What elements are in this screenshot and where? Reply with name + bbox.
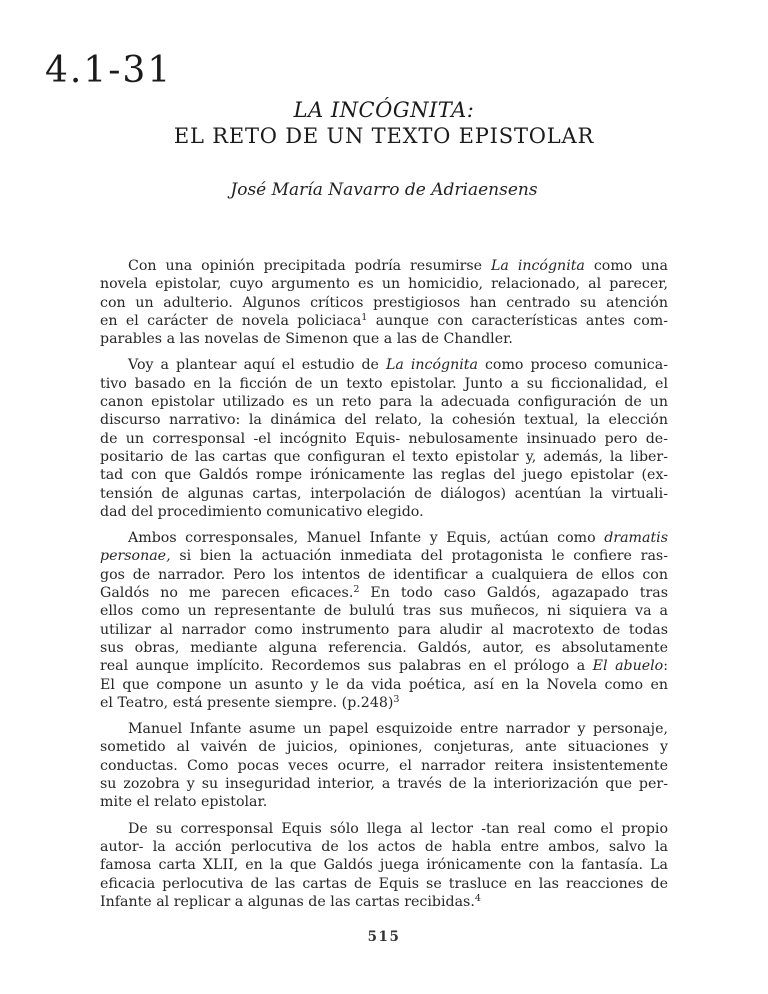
body-text [100, 257, 668, 919]
italic-text: personae, [100, 548, 171, 565]
text-line: famosa carta XLII, en la que Galdós juega irónicamente con la fantasía. La [100, 857, 668, 874]
text-line: autor- la acción perlocutiva de los actos de habla entre ambos, salvo la [100, 838, 668, 855]
text-line: Manuel Infante asume un papel esquizoide entre narrador y personaje, [128, 721, 668, 738]
text-line: tad con que Galdós rompe irónicamente las reglas del juego epistolar (ex- [100, 467, 668, 484]
italic-text: El abuelo [592, 658, 664, 675]
text-line: tivo basado en la ficción de un texto epistolar. Junto a su ficcionalidad, el [100, 375, 668, 392]
article-title-line1: LA INCÓGNITA: [293, 98, 475, 122]
text-line: Con una opinión precipitada podría resumirse La incógnita como una [128, 258, 668, 274]
paragraph [100, 257, 668, 348]
text-line: ellos como un representante de bululú tras sus muñecos, ni siquiera va a [100, 603, 668, 620]
text-line: Galdós no me parecen eficaces.$^2$ En todo caso Galdós, agazapado tras [100, 584, 668, 602]
text-line: con un adulterio. Algunos críticos prestigiosos han centrado su atención [100, 294, 668, 311]
footnote-marker: 2 [353, 584, 360, 596]
paragraph [100, 356, 668, 521]
text-line: novela epistolar, cuyo argumento es un homicidio, relacionado, al parecer, [100, 276, 668, 293]
italic-text: La incógnita [491, 258, 585, 274]
italic-text: La incógnita [385, 357, 478, 374]
text-line: eficacia perlocutiva de las cartas de Equis se trasluce en las reacciones de [100, 875, 668, 892]
article-title-line2: EL RETO DE UN TEXTO EPISTOLAR [173, 124, 595, 148]
text-line: personae, si bien la actuación inmediata del protagonista le confiere ras- [100, 548, 668, 565]
text-line: sometido al vaivén de juicios, opiniones, conjeturas, ante situaciones y [100, 739, 668, 756]
text-line: Infante al replicar a algunas de las cartas recibidas.$^4$ [100, 892, 481, 910]
text-line: en el carácter de novela policiaca$^1$ aunque con características antes com- [100, 311, 668, 329]
footnote-marker: 1 [361, 311, 368, 323]
text-line: su zozobra y su inseguridad interior, a través de la interiorización que per- [100, 776, 668, 793]
text-line: Ambos corresponsales, Manuel Infante y Equis, actúan como dramatis [128, 530, 668, 547]
text-line: tensión de algunas cartas, interpolación de diálogos) acentúan la virtuali- [100, 485, 668, 502]
text-line: parables a las novelas de Simenon que a las de Chandler. [100, 331, 513, 348]
text-line: utilizar al narrador como instrumento para aludir al macrotexto de todas [100, 621, 668, 638]
text-line: el Teatro, está presente siempre. $(p.248)^3$ [100, 693, 400, 711]
author-name: José María Navarro de Adriaensens [230, 180, 538, 200]
italic-text: dramatis [604, 530, 668, 547]
text-line: sus obras, mediante alguna referencia. Galdós, autor, es absolutamente [100, 639, 668, 656]
footnote-marker: 4 [474, 892, 481, 904]
text-line: conductas. Como pocas veces ocurre, el narrador reitera insistentemente [100, 757, 668, 774]
section-number: 4.1-31 [45, 50, 173, 91]
text-line: de un corresponsal -el incógnito Equis- nebulosamente insinuado pero de- [100, 430, 668, 447]
article-title [0, 97, 768, 149]
paragraph [100, 720, 668, 811]
text-line: Voy a plantear aquí el estudio de La incógnita como proceso comunica- [128, 357, 668, 374]
paragraph [100, 820, 668, 911]
paragraph [100, 529, 668, 712]
text-line: positario de las cartas que configuran el texto epistolar y, además, la liber- [100, 448, 668, 465]
text-line: El que compone un asunto y le da vida poética, así en la Novela como en [100, 676, 668, 693]
text-line: canon epistolar utilizado es un reto para la adecuada configuración de un [100, 394, 668, 411]
footnote-marker: 3 [393, 693, 400, 705]
text-line: mite el relato epistolar. [100, 794, 268, 811]
text-line: real aunque implícito. Recordemos sus palabras en el prólogo a El abuelo: [100, 658, 669, 675]
text-line: De su corresponsal Equis sólo llega al lector -tan real como el propio [128, 820, 668, 837]
text-line: dad del procedimiento comunicativo elegido. [100, 503, 424, 520]
text-line: discurso narrativo: la dinámica del relato, la cohesión textual, la elección [100, 412, 668, 429]
text-line: gos de narrador. Pero los intentos de identificar a cualquiera de ellos con [100, 566, 668, 583]
page-number: 515 [367, 929, 401, 945]
